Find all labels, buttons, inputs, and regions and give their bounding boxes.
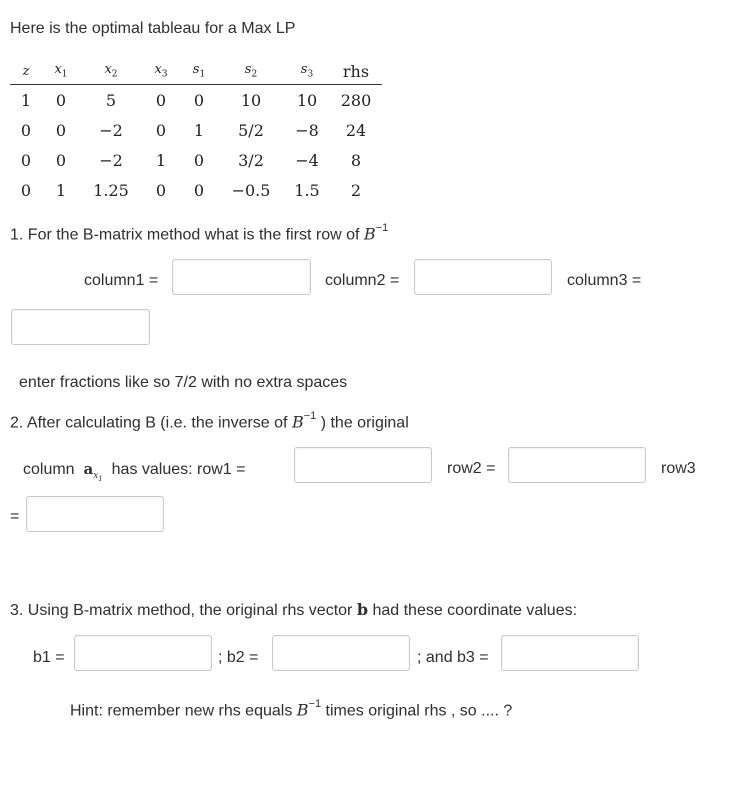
question-2-text: 2. After calculating B (i.e. the inverse of (10, 414, 288, 432)
question-3-text-end: had these coordinate values: (372, 602, 578, 619)
header-s2: $s_2$ (244, 62, 258, 80)
b1-input[interactable] (74, 635, 212, 671)
cell: 5 (105, 90, 117, 110)
cell: 0 (55, 120, 67, 140)
cell: 1 (155, 150, 167, 170)
question-1-text: 1. For the B-matrix method what is the first row of (10, 226, 360, 244)
header-x2: $x_2$ (104, 62, 118, 80)
tableau-row (10, 85, 382, 116)
column2-label: column2 = (325, 272, 400, 289)
b3-input[interactable] (501, 635, 639, 671)
cell: 10 (240, 90, 262, 110)
cell: 0 (193, 90, 205, 110)
column1-label: column1 = (84, 272, 159, 289)
column-word: column (23, 461, 75, 478)
column3-input[interactable] (11, 309, 150, 345)
cell: −0.5 (231, 180, 271, 200)
cell: 1.25 (93, 180, 129, 200)
question-3 (10, 600, 577, 620)
cell: 3/2 (238, 150, 264, 170)
b3-label: ; and b3 = (417, 649, 489, 666)
tableau-row (10, 115, 382, 145)
header-x3: $x_3$ (154, 62, 168, 80)
cell: 1 (55, 180, 67, 200)
b2-label: ; b2 = (218, 649, 259, 666)
b-matrix-symbol: B (291, 412, 304, 432)
cell: 24 (345, 120, 367, 140)
has-values-label: has values: row1 = (111, 461, 246, 478)
cell: 1 (193, 120, 205, 140)
header-z: z (22, 63, 30, 79)
b-matrix-symbol: B (363, 224, 376, 244)
tableau-header-row (10, 58, 382, 85)
header-x1: $x_1$ (54, 62, 68, 80)
column3-label: column3 = (567, 272, 642, 289)
tableau-row (10, 175, 382, 205)
cell: 0 (55, 90, 67, 110)
cell: 0 (193, 180, 205, 200)
header-s3: $s_3$ (300, 62, 314, 80)
row3-equals: = (10, 508, 20, 525)
cell: −2 (99, 150, 123, 170)
cell: 0 (20, 180, 32, 200)
hint-text-start: Hint: remember new rhs equals (70, 702, 293, 720)
cell: 0 (155, 120, 167, 140)
cell: −4 (295, 150, 319, 170)
row3-label: row3 (661, 460, 696, 477)
question-1 (10, 224, 388, 244)
cell: −2 (99, 120, 123, 140)
cell: 0 (20, 150, 32, 170)
cell: 280 (340, 90, 372, 110)
cell: 0 (155, 180, 167, 200)
inverse-exponent: −1 (303, 410, 317, 422)
question-3-text: 3. Using B-matrix method, the original rhs vector (10, 602, 353, 619)
row3-input[interactable] (26, 496, 164, 532)
question-2 (10, 412, 409, 432)
inverse-exponent: −1 (308, 698, 322, 710)
b1-label: b1 = (33, 649, 65, 666)
row2-label: row2 = (447, 460, 496, 477)
b-matrix-symbol: B (296, 700, 309, 720)
hint-text-end: times original rhs , so .... ? (325, 702, 513, 720)
hint-text (70, 700, 512, 720)
column1-input[interactable] (172, 259, 311, 295)
cell: 0 (155, 90, 167, 110)
b-vector-symbol: b (356, 600, 368, 619)
column-a-x1-label (23, 460, 246, 483)
header-s1: $s_1$ (192, 62, 206, 80)
cell: 0 (55, 150, 67, 170)
cell: 1 (20, 90, 32, 110)
inverse-exponent: −1 (375, 222, 389, 234)
cell: 8 (350, 150, 362, 170)
header-rhs: rhs (342, 61, 370, 81)
cell: −8 (295, 120, 319, 140)
fraction-note: enter fractions like so 7/2 with no extra spaces (19, 374, 348, 391)
row2-input[interactable] (508, 447, 646, 483)
column2-input[interactable] (414, 259, 552, 295)
cell: 5/2 (238, 120, 264, 140)
optimal-tableau (10, 58, 382, 205)
cell: 1.5 (294, 180, 320, 200)
cell: 10 (296, 90, 318, 110)
tableau-row (10, 145, 382, 175)
cell: 0 (20, 120, 32, 140)
question-2-text-end: ) the original (320, 414, 409, 432)
row1-input[interactable] (294, 447, 432, 483)
b2-input[interactable] (272, 635, 410, 671)
intro-text: Here is the optimal tableau for a Max LP (10, 20, 296, 37)
cell: 0 (193, 150, 205, 170)
cell: 2 (350, 180, 362, 200)
a-vector-symbol: $a_{x_1}$ (83, 460, 103, 483)
